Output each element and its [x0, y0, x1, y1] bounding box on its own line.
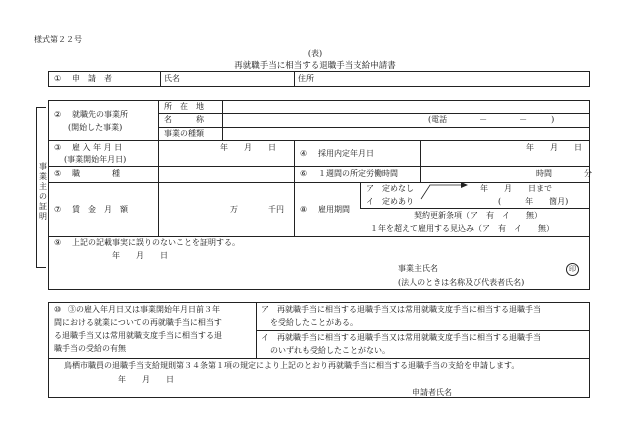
side-char: 業: [39, 172, 47, 181]
side-char: の: [39, 192, 47, 201]
sec9-num: ⑨: [54, 238, 62, 247]
side-char: 事: [39, 162, 47, 171]
side-char: 主: [39, 182, 47, 191]
arrow-icon: [420, 183, 470, 201]
phone-label: (電話 － － ): [428, 115, 555, 124]
application-statement: 鳥栖市職員の退職手当支給規則第３４条第１項の規定により上記のとおり再就職手当に相当する退職手当の支給を申請します。: [64, 361, 520, 370]
sec3-date: 年 月 日: [220, 143, 276, 152]
sec10-question-line: 職手当の受給の有無: [54, 344, 126, 353]
seal-stamp: 印: [566, 263, 579, 276]
sec3-num: ③: [54, 143, 62, 152]
sec4-num: ④: [300, 149, 308, 158]
sec3-label-sub: (事業開始年月日): [64, 155, 127, 164]
sec7-unit-yen: 千円: [268, 205, 284, 214]
sec8-option-a-date: 年 月 日まで: [480, 184, 552, 193]
applicant-name-signature-label: 申請者氏名: [412, 388, 452, 397]
sec9-date: 年 月 日: [112, 251, 168, 260]
field-type-label: 事業の種類: [164, 129, 204, 138]
sec8-option-i-period: ( 年 箇月): [498, 197, 569, 206]
sec8-over-one-year: １年を超えて雇用する見込み（ア 有 イ 無）: [370, 224, 554, 233]
side-char: 明: [39, 212, 47, 221]
sec7-label: 賃 金 月 額: [72, 205, 128, 214]
employer-name-label: 事業主氏名: [398, 264, 438, 273]
sec10-question-line: る退職手当又は常用就職支度手当に相当する退: [54, 331, 222, 340]
sec10-question-line: ③の雇入年月日又は事業開始年月日前３年: [68, 305, 220, 314]
applicant-row: [48, 71, 590, 87]
sec10-num: ⑩: [54, 305, 62, 314]
sec6-num: ⑥: [300, 169, 308, 178]
sec8-renewal: 契約更新条項（ア 有 イ 無）: [414, 211, 542, 220]
sec5-num: ⑤: [54, 169, 62, 178]
form-number: 様式第２２号: [34, 35, 82, 44]
sec2-label-sub: (開始した事業): [68, 123, 123, 132]
sec8-num: ⑧: [300, 205, 308, 214]
sec9-statement: 上記の記載事実に誤りのないことを証明する。: [72, 238, 240, 247]
table-label: (表): [307, 49, 323, 58]
employer-table: [48, 100, 590, 290]
sec2-num: ②: [54, 110, 62, 119]
applicant-num: ①: [54, 74, 62, 83]
sec4-date: 年 月 日: [526, 143, 582, 152]
side-char: 証: [39, 202, 47, 211]
sec8-option-a: ア 定めなし: [366, 184, 414, 193]
applicant-label: 申 請 者: [72, 74, 112, 83]
field-address-label: 所 在 地: [164, 102, 204, 111]
applicant-address-label: 住所: [298, 74, 314, 83]
sec10-answer-i-line: イ 再就職手当に相当する退職手当又は常用就職支度手当に相当する退職手当: [261, 333, 541, 342]
sec6-value: 時間 分: [536, 169, 592, 178]
sec2-label: 就職先の事業所: [72, 110, 128, 119]
corp-note: (法人のときは名称及び代表者氏名): [398, 278, 525, 287]
sec10-question-line: 間における就業についての再就職手当に相当す: [54, 318, 222, 327]
sec5-label: 職 種: [72, 169, 120, 178]
form-title: 再就職手当に相当する退職手当支給申請書: [234, 61, 396, 71]
applicant-name-label: 氏名: [164, 74, 180, 83]
sec4-label: 採用内定年月日: [318, 149, 374, 158]
sec10-answer-i-line: のいずれも受給したことがない。: [270, 346, 390, 355]
sec10-answer-a-line: を受給したことがある。: [270, 318, 358, 327]
field-name-label: 名 称: [164, 115, 204, 124]
sec8-option-i: イ 定めあり: [366, 197, 414, 206]
application-date: 年 月 日: [118, 375, 174, 384]
sec3-label: 雇 入 年 月 日: [72, 143, 123, 152]
sec6-label: １週間の所定労働時間: [318, 169, 398, 178]
sec8-label: 雇用期間: [318, 205, 350, 214]
sec10-answer-a-line: ア 再就職手当に相当する退職手当又は常用就職支度手当に相当する退職手当: [261, 305, 541, 314]
sec7-unit-man: 万: [230, 205, 238, 214]
sec7-num: ⑦: [54, 205, 62, 214]
